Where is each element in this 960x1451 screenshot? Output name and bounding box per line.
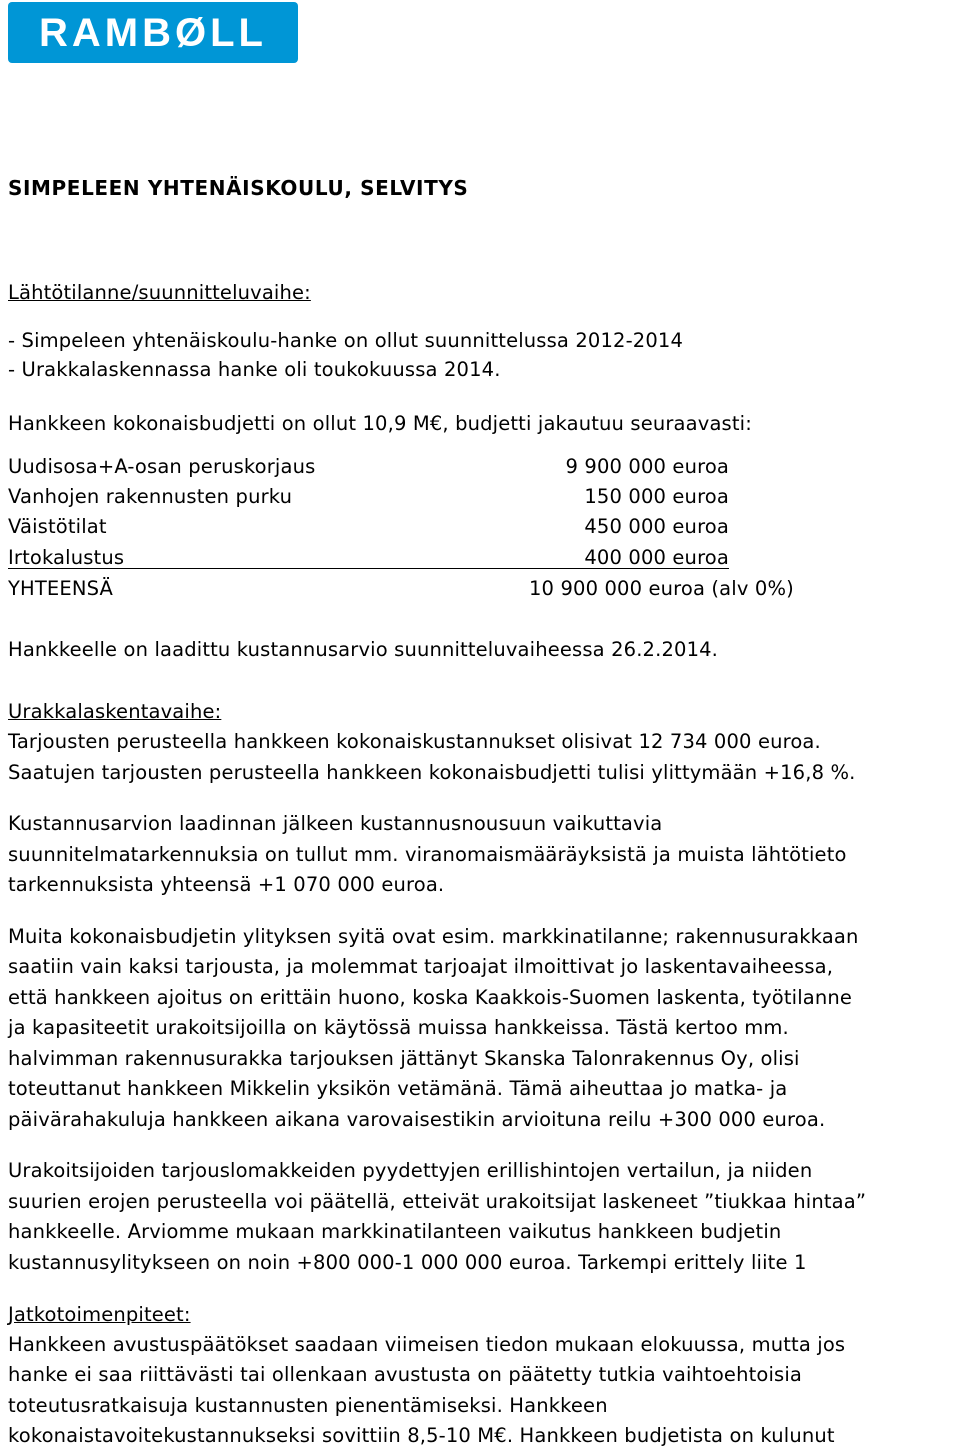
paragraph-line: Urakoitsijoiden tarjouslomakkeiden pyydettyjen erillishintojen vertailun, ja niiden xyxy=(8,1159,813,1182)
paragraph-line: saatiin vain kaksi tarjousta, ja molemmat tarjoajat ilmoittivat jo laskentavaiheessa, xyxy=(8,955,834,978)
section-heading-urakkalaskenta: Urakkalaskentavaihe: xyxy=(8,700,222,723)
paragraph-line: kustannusylitykseen on noin +800 000-1 000 000 euroa. Tarkempi erittely liite 1 xyxy=(8,1251,807,1274)
paragraph-line: suurien erojen perusteella voi päätellä, etteivät urakoitsijat laskeneet ”tiukkaa hintaa” xyxy=(8,1190,867,1213)
paragraph-line: kokonaistavoitekustannukseksi sovittiin 8,5-10 M€. Hankkeen budjetista on kulunut xyxy=(8,1424,835,1447)
budget-total-label: YHTEENSÄ xyxy=(8,577,113,600)
paragraph-line: Tarjousten perusteella hankkeen kokonaiskustannukset olisivat 12 734 000 euroa. xyxy=(8,730,821,753)
paragraph-line: suunnitelmatarkennuksia on tullut mm. viranomaismääräyksistä ja muista lähtötieto xyxy=(8,843,847,866)
paragraph-line: Saatujen tarjousten perusteella hankkeen kokonaisbudjetti tulisi ylittymään +16,8 %. xyxy=(8,761,856,784)
paragraph-line: Hankkeen avustuspäätökset saadaan viimeisen tiedon mukaan elokuussa, mutta jos xyxy=(8,1333,846,1356)
document-title: SIMPELEEN YHTENÄISKOULU, SELVITYS xyxy=(8,176,469,200)
budget-label: Väistötilat xyxy=(8,515,107,538)
budget-value: 150 000 euroa xyxy=(584,485,729,508)
paragraph-line: ja kapasiteetit urakoitsijoilla on käytössä muissa hankkeissa. Tästä kertoo mm. xyxy=(8,1016,789,1039)
paragraph-line: päivärahakuluja hankkeen aikana varovaisestikin arvioituna reilu +300 000 euroa. xyxy=(8,1108,826,1131)
paragraph-line: toteutusratkaisuja kustannusten pienentämiseksi. Hankkeen xyxy=(8,1394,608,1417)
budget-label: Vanhojen rakennusten purku xyxy=(8,485,293,508)
paragraph-line: Muita kokonaisbudjetin ylityksen syitä ovat esim. markkinatilanne; rakennusurakkaan xyxy=(8,925,859,948)
paragraph-line: toteuttanut hankkeen Mikkelin yksikön vetämänä. Tämä aiheuttaa jo matka- ja xyxy=(8,1077,788,1100)
budget-value: 400 000 euroa xyxy=(584,546,729,569)
paragraph-line: hankkeelle. Arviomme mukaan markkinatilanteen vaikutus hankkeen budjetin xyxy=(8,1220,782,1243)
budget-intro: Hankkeen kokonaisbudjetti on ollut 10,9 M€, budjetti jakautuu seuraavasti: xyxy=(8,412,752,435)
paragraph-line: halvimman rakennusurakka tarjouksen jättänyt Skanska Talonrakennus Oy, olisi xyxy=(8,1047,800,1070)
budget-label: Uudisosa+A-osan peruskorjaus xyxy=(8,455,316,478)
budget-sum-rule xyxy=(8,568,729,569)
paragraph-line: että hankkeen ajoitus on erittäin huono, koska Kaakkois-Suomen laskenta, työtilanne xyxy=(8,986,853,1009)
logo-text: RAMBØLL xyxy=(39,10,267,55)
section-heading-lahtotilanne: Lähtötilanne/suunnitteluvaihe: xyxy=(8,281,311,304)
section-heading-jatkotoimenpiteet: Jatkotoimenpiteet: xyxy=(8,1303,191,1326)
budget-value: 9 900 000 euroa xyxy=(565,455,729,478)
estimate-note: Hankkeelle on laadittu kustannusarvio suunnitteluvaiheessa 26.2.2014. xyxy=(8,638,719,661)
budget-total-value: 10 900 000 euroa (alv 0%) xyxy=(529,577,794,600)
budget-value: 450 000 euroa xyxy=(584,515,729,538)
paragraph-line: hanke ei saa riittävästi tai ollenkaan avustusta on päätetty tutkia vaihtoehtoisia xyxy=(8,1363,803,1386)
bullet-item: - Simpeleen yhtenäiskoulu-hanke on ollut suunnittelussa 2012-2014 xyxy=(8,329,683,352)
paragraph-line: tarkennuksista yhteensä +1 070 000 euroa. xyxy=(8,873,445,896)
bullet-item: - Urakkalaskennassa hanke oli toukokuussa 2014. xyxy=(8,358,501,381)
ramboll-logo xyxy=(8,2,298,63)
budget-label: Irtokalustus xyxy=(8,546,125,569)
paragraph-line: Kustannusarvion laadinnan jälkeen kustannusnousuun vaikuttavia xyxy=(8,812,663,835)
